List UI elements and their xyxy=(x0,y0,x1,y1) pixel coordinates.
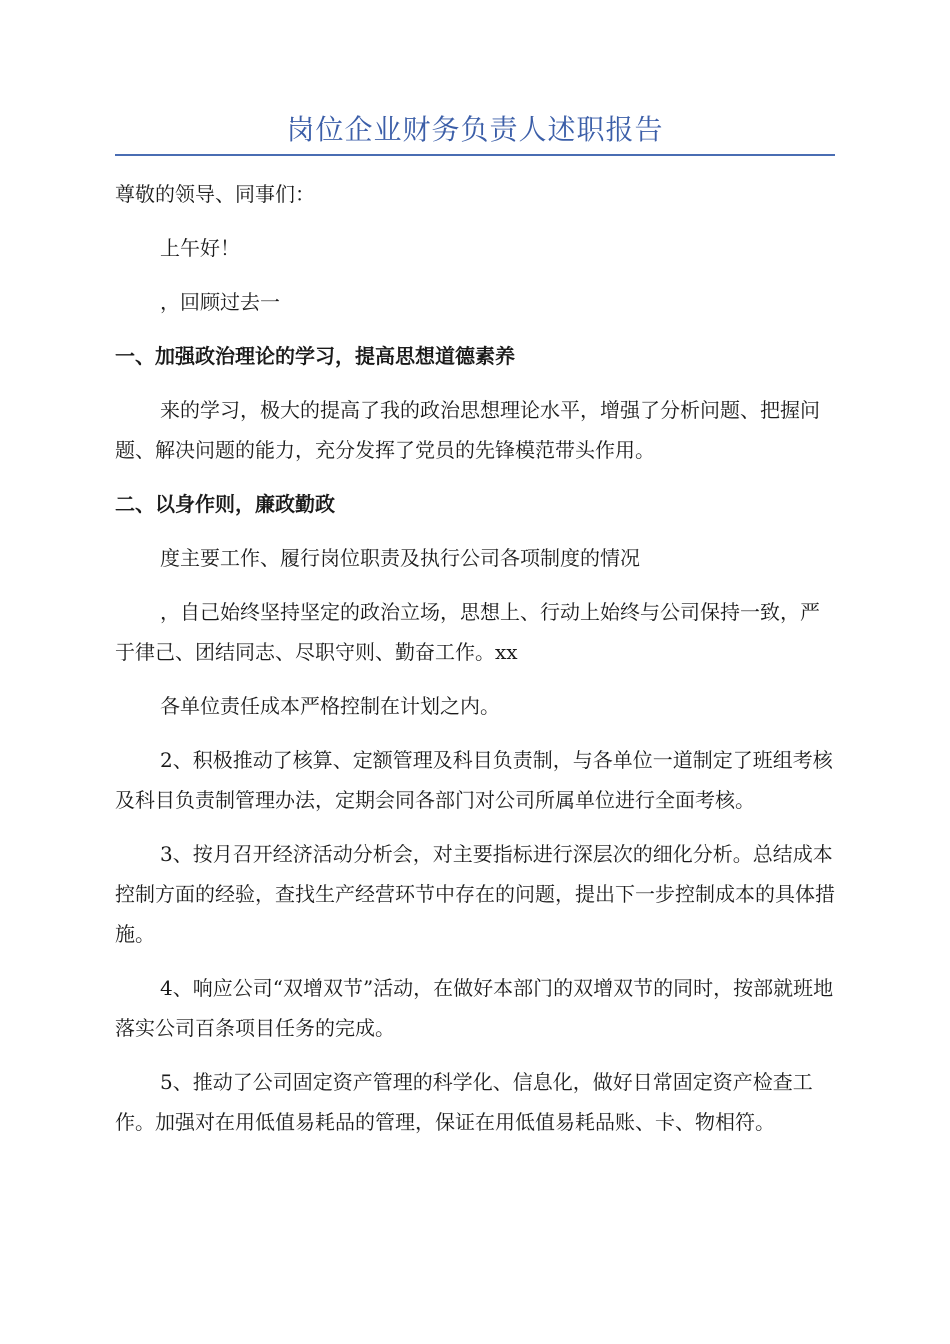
document-title: 岗位企业财务负责人述职报告 xyxy=(286,113,664,146)
title-underline xyxy=(115,154,835,156)
greeting: 上午好！ xyxy=(160,236,240,260)
salutation: 尊敬的领导、同事们： xyxy=(115,182,315,206)
numbered-item-3: 3、按月召开经济活动分析会，对主要指标进行深层次的细化分析。总结成本控制方面的经验，查找生产经营环节中存在的问题，提出下一步控制成本的具体措施。 xyxy=(115,842,835,946)
document-body xyxy=(115,174,835,1156)
section-heading-1: 一、加强政治理论的学习，提高思想道德素养 xyxy=(115,344,515,368)
numbered-item-5: 5、推动了公司固定资产管理的科学化、信息化，做好日常固定资产检查工作。加强对在用低值易耗品的管理，保证在用低值易耗品账、卡、物相符。 xyxy=(115,1070,813,1134)
section-heading-2: 二、以身作则，廉政勤政 xyxy=(115,492,335,516)
body-paragraph: 度主要工作、履行岗位职责及执行公司各项制度的情况 xyxy=(160,546,640,570)
intro-paragraph: ，回顾过去一 xyxy=(160,290,280,314)
body-paragraph: ，自己始终坚持坚定的政治立场，思想上、行动上始终与公司保持一致，严于律己、团结同志、尽职守则、勤奋工作。xx xyxy=(115,600,820,664)
numbered-item-2: 2、积极推动了核算、定额管理及科目负责制，与各单位一道制定了班组考核及科目负责制管理办法，定期会同各部门对公司所属单位进行全面考核。 xyxy=(115,748,833,812)
body-paragraph: 来的学习，极大的提高了我的政治思想理论水平，增强了分析问题、把握问题、解决问题的能力，充分发挥了党员的先锋模范带头作用。 xyxy=(115,398,820,462)
numbered-item-4: 4、响应公司“双增双节”活动，在做好本部门的双增双节的同时，按部就班地落实公司百条项目任务的完成。 xyxy=(115,976,834,1040)
body-paragraph: 各单位责任成本严格控制在计划之内。 xyxy=(160,694,500,718)
